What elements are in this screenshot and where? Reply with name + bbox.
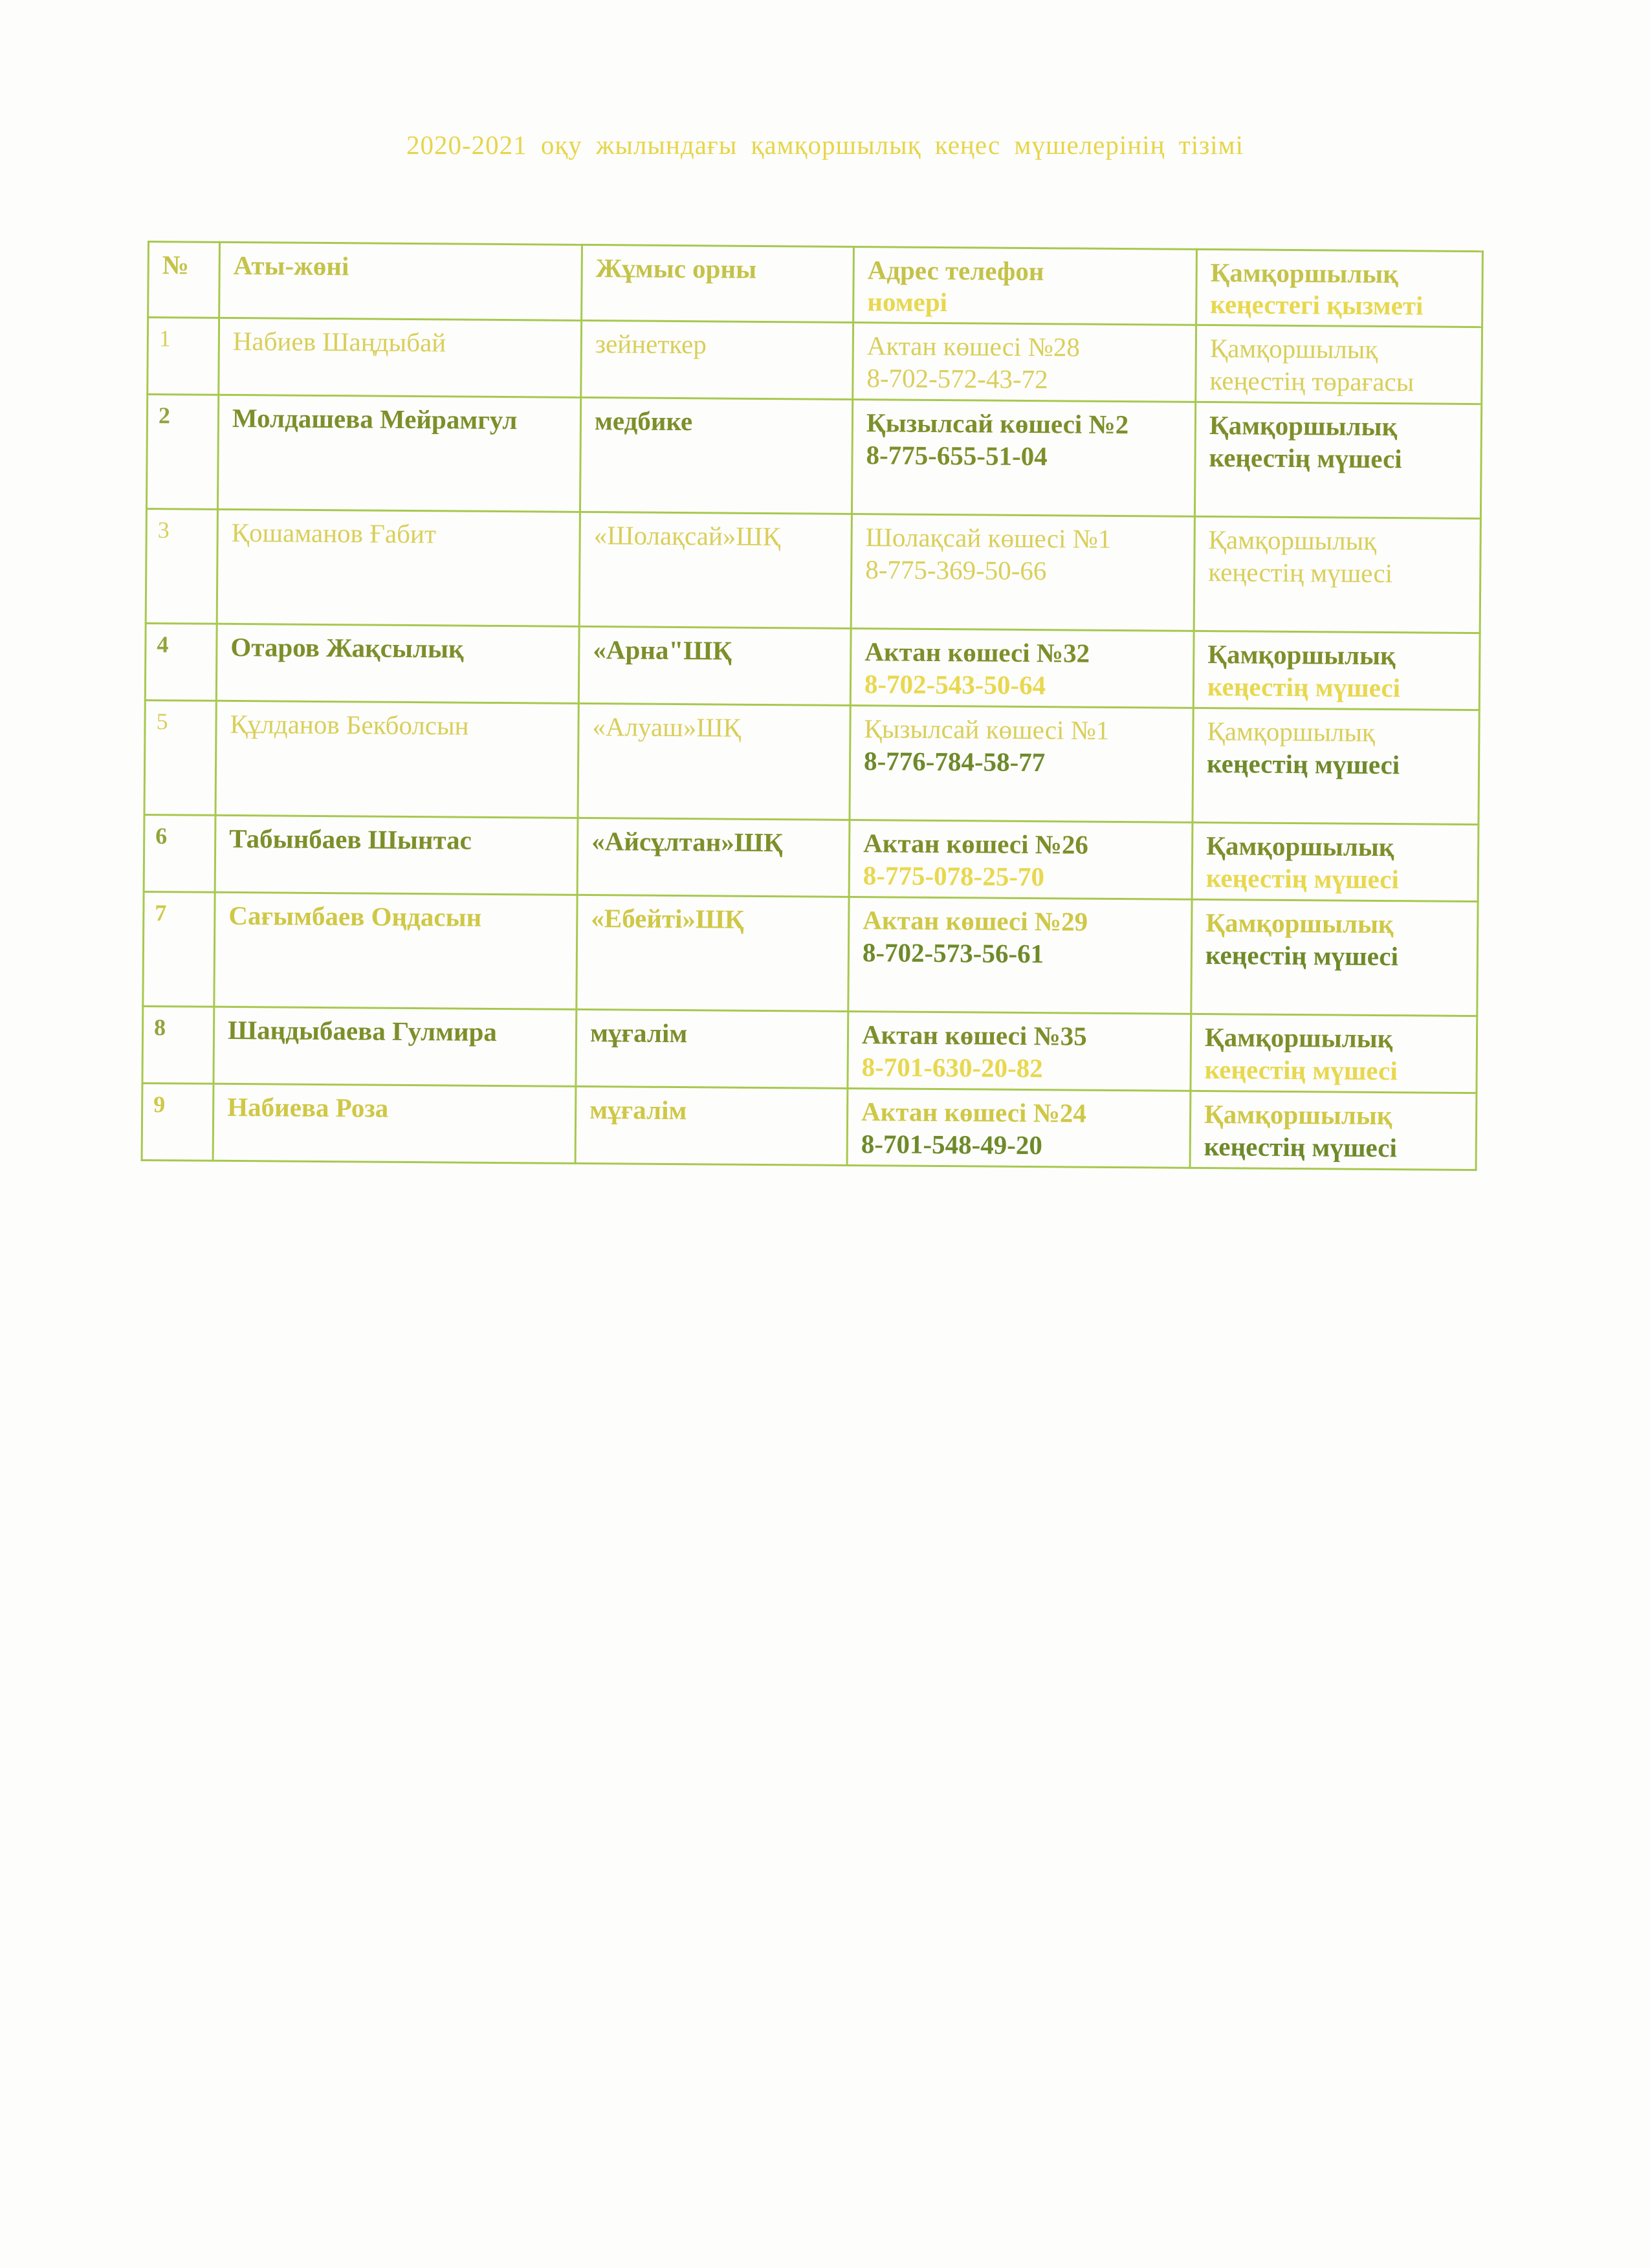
address-text: Актан көшесі №24 bbox=[861, 1096, 1087, 1129]
cell-address bbox=[850, 706, 1193, 823]
table-row bbox=[144, 815, 1479, 902]
cell-name: Шаңдыбаева Гулмира bbox=[214, 1007, 577, 1087]
cell-work: «Ебейті»ШҚ bbox=[577, 895, 849, 1012]
cell-role bbox=[1194, 402, 1481, 519]
cell-work: медбике bbox=[580, 398, 852, 514]
table-row bbox=[142, 1007, 1477, 1093]
address-text: Актан көшесі №32 bbox=[864, 637, 1090, 669]
cell-role bbox=[1193, 708, 1479, 825]
table-row bbox=[148, 318, 1482, 404]
phone-text: 8-701-630-20-82 bbox=[861, 1051, 1043, 1083]
table-header-row bbox=[148, 242, 1483, 327]
phone-text: 8-702-543-50-64 bbox=[864, 668, 1046, 700]
role-line1: Қамқоршылық bbox=[1207, 716, 1376, 748]
role-line2: кеңестің мүшесі bbox=[1206, 748, 1400, 780]
cell-name: Отаров Жақсылық bbox=[216, 624, 579, 704]
cell-num: 7 bbox=[143, 892, 215, 1007]
cell-name: Молдашева Мейрамгул bbox=[217, 395, 580, 512]
phone-text: 8-776-784-58-77 bbox=[863, 745, 1046, 777]
phone-text: 8-702-573-56-61 bbox=[862, 937, 1044, 968]
phone-text: 8-775-369-50-66 bbox=[865, 554, 1047, 585]
header-address-line2: номері bbox=[867, 287, 948, 318]
cell-name: Набиева Роза bbox=[213, 1084, 576, 1164]
cell-role bbox=[1191, 1014, 1477, 1093]
address-text: Актан көшесі №26 bbox=[863, 828, 1089, 860]
header-role-line2: кеңестегі қызметі bbox=[1210, 289, 1424, 321]
role-line2: кеңестің мүшесі bbox=[1205, 939, 1399, 971]
cell-num: 2 bbox=[146, 395, 218, 510]
role-line1: Қамқоршылық bbox=[1206, 831, 1394, 862]
role-line2: кеңестің мүшесі bbox=[1207, 671, 1401, 703]
address-text: Актан көшесі №29 bbox=[863, 905, 1088, 937]
cell-work: мұғалім bbox=[576, 1010, 848, 1089]
header-role bbox=[1196, 249, 1483, 327]
cell-address bbox=[849, 820, 1193, 900]
role-line2: кеңестің төрағасы bbox=[1209, 365, 1414, 397]
address-text: Актан көшесі №28 bbox=[866, 331, 1080, 362]
role-line1: Қамқоршылық bbox=[1205, 908, 1394, 939]
cell-address bbox=[848, 1012, 1191, 1091]
role-line2: кеңестің мүшесі bbox=[1208, 556, 1393, 588]
cell-name: Құлданов Бекболсын bbox=[215, 701, 578, 818]
role-line1: Қамқоршылық bbox=[1208, 525, 1377, 556]
cell-num: 5 bbox=[144, 701, 216, 816]
header-num: № bbox=[148, 242, 220, 318]
table-row bbox=[146, 509, 1480, 633]
cell-num: 6 bbox=[144, 815, 215, 893]
address-text: Шолақсай көшесі №1 bbox=[865, 522, 1112, 554]
cell-name: Набиев Шаңдыбай bbox=[219, 318, 582, 398]
table-row bbox=[145, 624, 1480, 710]
cell-work: зейнеткер bbox=[581, 321, 853, 400]
cell-num: 4 bbox=[145, 624, 217, 701]
cell-name: Табынбаев Шынтас bbox=[215, 816, 578, 895]
header-address-line1: Адрес телефон bbox=[867, 255, 1044, 287]
cell-name: Қошаманов Ғабит bbox=[217, 510, 580, 627]
phone-text: 8-701-548-49-20 bbox=[861, 1128, 1043, 1160]
cell-work: мұғалім bbox=[575, 1087, 848, 1166]
cell-num: 3 bbox=[146, 509, 217, 624]
header-address bbox=[853, 247, 1197, 325]
cell-num: 9 bbox=[142, 1084, 214, 1161]
page-title: 2020-2021 оқу жылындағы қамқоршылық кеңес мүшелерінің тізімі bbox=[406, 130, 1244, 160]
role-line1: Қамқоршылық bbox=[1207, 639, 1396, 671]
cell-address bbox=[852, 400, 1195, 517]
address-text: Актан көшесі №35 bbox=[861, 1020, 1087, 1052]
address-text: Қызылсай көшесі №2 bbox=[866, 408, 1129, 440]
header-name: Аты-жөні bbox=[219, 242, 582, 320]
phone-text: 8-775-078-25-70 bbox=[863, 860, 1045, 891]
header-work: Жұмыс орны bbox=[582, 245, 854, 322]
role-line2: кеңестің мүшесі bbox=[1204, 1131, 1398, 1162]
table-row bbox=[142, 1084, 1477, 1170]
cell-name: Сағымбаев Оңдасын bbox=[214, 893, 577, 1010]
cell-role bbox=[1190, 1091, 1477, 1170]
cell-address bbox=[848, 897, 1192, 1014]
cell-num: 1 bbox=[148, 318, 219, 395]
table-row bbox=[143, 892, 1478, 1016]
cell-work: «Арна"ШҚ bbox=[578, 627, 851, 706]
cell-address bbox=[853, 323, 1196, 402]
cell-work: «Шолақсай»ШҚ bbox=[579, 512, 852, 629]
role-line2: кеңестің мүшесі bbox=[1209, 442, 1402, 474]
role-line1: Қамқоршылық bbox=[1209, 410, 1398, 442]
cell-address bbox=[851, 514, 1194, 631]
cell-address bbox=[850, 629, 1194, 708]
role-line1: Қамқоршылық bbox=[1204, 1022, 1393, 1054]
table-row bbox=[146, 395, 1481, 519]
phone-text: 8-702-572-43-72 bbox=[866, 362, 1048, 394]
header-role-line1: Қамқоршылық bbox=[1210, 257, 1399, 289]
cell-num: 8 bbox=[142, 1007, 214, 1084]
role-line2: кеңестің мүшесі bbox=[1204, 1054, 1398, 1085]
cell-work: «Айсұлтан»ШҚ bbox=[577, 818, 850, 897]
role-line2: кеңестің мүшесі bbox=[1205, 862, 1400, 894]
role-line1: Қамқоршылық bbox=[1209, 333, 1378, 365]
table-row bbox=[144, 701, 1479, 825]
cell-role bbox=[1196, 325, 1482, 404]
members-table bbox=[141, 241, 1484, 1171]
address-text: Қызылсай көшесі №1 bbox=[864, 714, 1110, 746]
cell-work: «Алуаш»ШҚ bbox=[578, 704, 850, 820]
cell-role bbox=[1192, 823, 1479, 902]
cell-role bbox=[1191, 900, 1478, 1016]
role-line1: Қамқоршылық bbox=[1204, 1099, 1392, 1131]
phone-text: 8-775-655-51-04 bbox=[866, 439, 1048, 471]
cell-address bbox=[847, 1089, 1191, 1168]
cell-role bbox=[1194, 517, 1480, 633]
cell-role bbox=[1193, 631, 1480, 710]
